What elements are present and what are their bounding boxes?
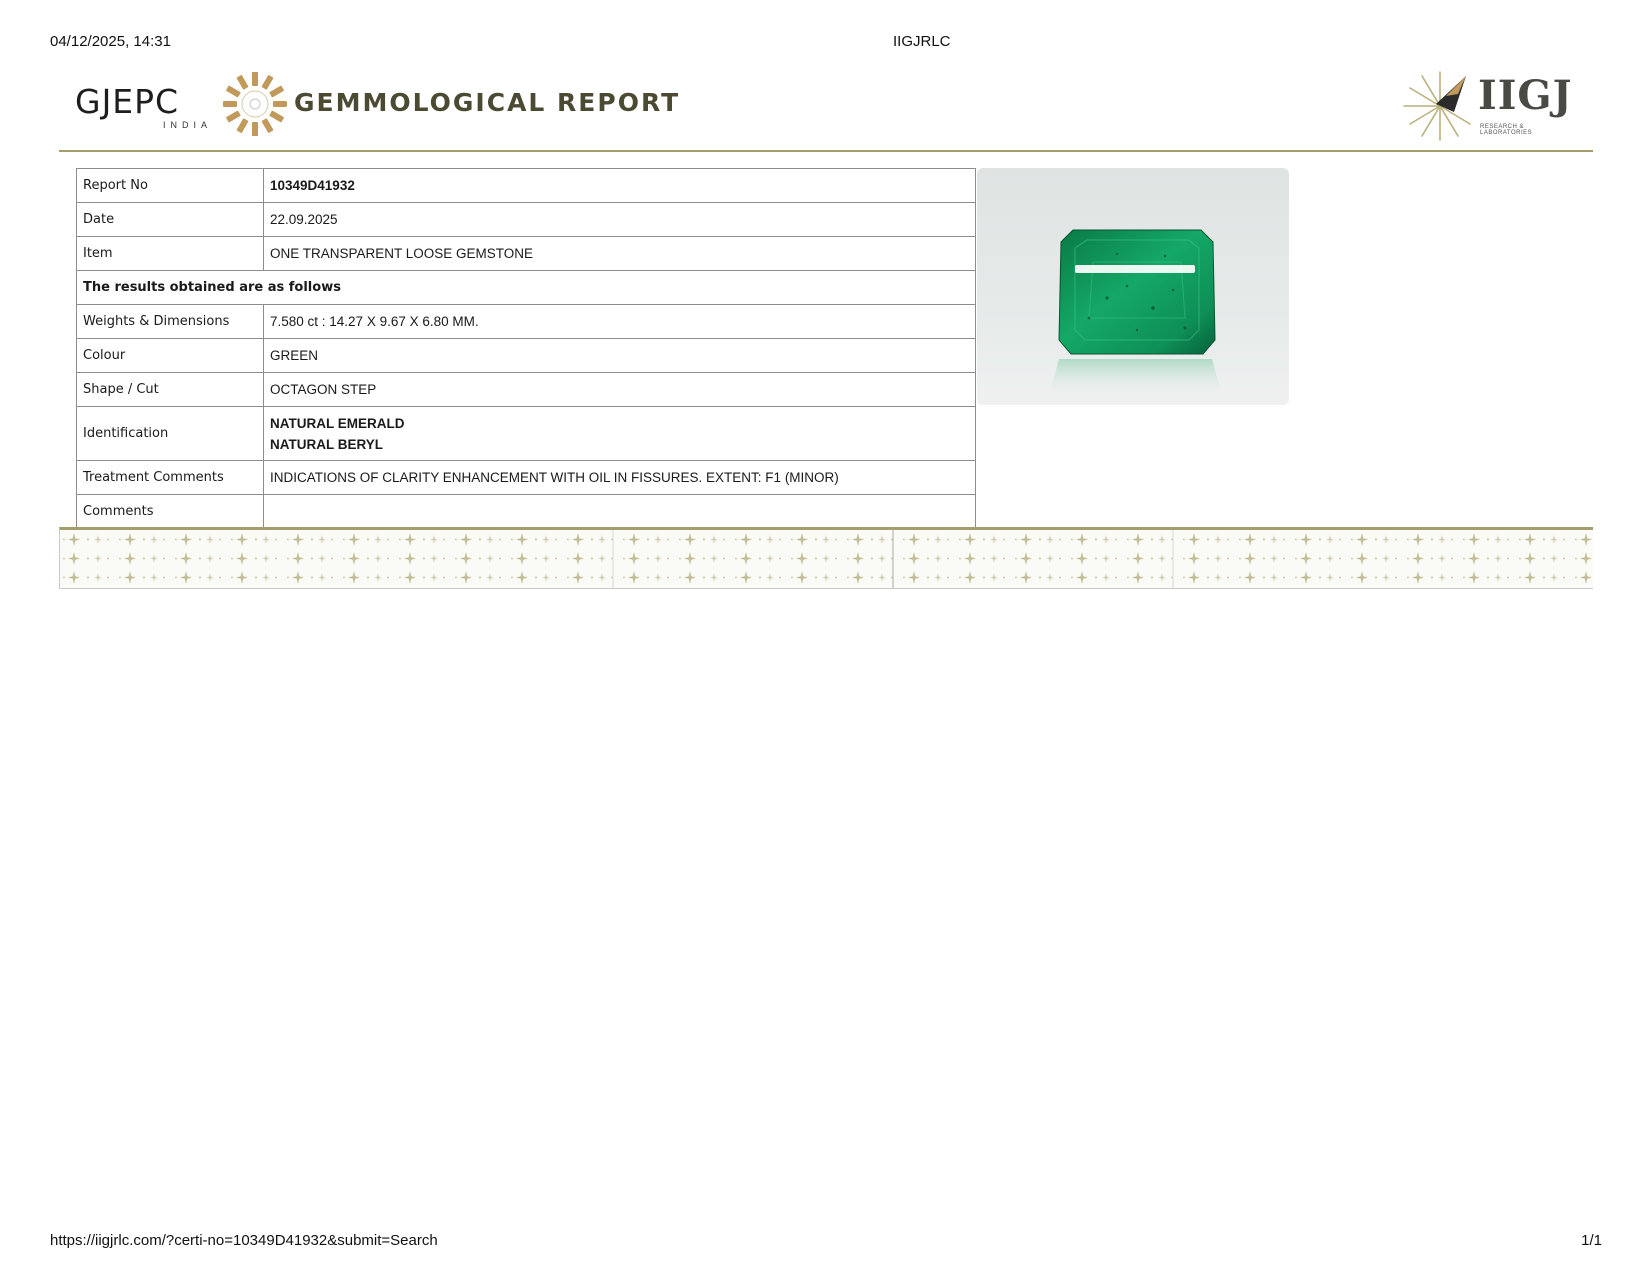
table-row (77, 305, 976, 339)
letterhead (59, 62, 1593, 152)
identification-value (264, 407, 976, 461)
table-row (77, 169, 976, 203)
gjepc-sunburst-icon (221, 70, 289, 138)
table-row (77, 407, 976, 461)
treatment-value: INDICATIONS OF CLARITY ENHANCEMENT WITH OIL IN FISSURES. EXTENT: F1 (MINOR) (264, 461, 976, 495)
shape-label: Shape / Cut (77, 373, 264, 407)
table-row (77, 461, 976, 495)
identification-line: NATURAL EMERALD (270, 415, 405, 431)
gjepc-logo-subtext: INDIA (163, 120, 213, 130)
identification-label: Identification (77, 407, 264, 461)
emerald-gem-image (977, 168, 1289, 405)
date-value: 22.09.2025 (264, 203, 976, 237)
iigj-logo-subtext: RESEARCH & LABORATORIES (1480, 124, 1533, 136)
iigj-logo (1400, 66, 1575, 142)
report-table (76, 168, 976, 529)
gjepc-logo (75, 70, 285, 140)
print-datetime: 04/12/2025, 14:31 (50, 33, 171, 50)
comments-label: Comments (77, 495, 264, 529)
star-pattern-decoration (60, 530, 1593, 588)
identification-line: NATURAL BERYL (270, 436, 383, 452)
table-row (77, 203, 976, 237)
gemstone-photo (977, 168, 1289, 405)
iigj-logo-text: IIGJ (1478, 72, 1573, 119)
table-row (77, 373, 976, 407)
table-row (77, 271, 976, 305)
table-row (77, 495, 976, 529)
decorative-pattern-band (59, 527, 1593, 589)
report-no-label: Report No (77, 169, 264, 203)
table-row (77, 339, 976, 373)
item-label: Item (77, 237, 264, 271)
table-row (77, 237, 976, 271)
weights-label: Weights & Dimensions (77, 305, 264, 339)
iigj-starburst-icon (1400, 66, 1480, 142)
print-url[interactable]: https://iigjrlc.com/?certi-no=10349D41932&submit=Search (50, 1232, 438, 1249)
results-heading: The results obtained are as follows (77, 271, 976, 305)
weights-value: 7.580 ct : 14.27 X 9.67 X 6.80 MM. (264, 305, 976, 339)
report-no-value: 10349D41932 (264, 169, 976, 203)
shape-value: OCTAGON STEP (264, 373, 976, 407)
print-page-title: IIGJRLC (893, 33, 951, 50)
colour-label: Colour (77, 339, 264, 373)
date-label: Date (77, 203, 264, 237)
item-value: ONE TRANSPARENT LOOSE GEMSTONE (264, 237, 976, 271)
gjepc-logo-text: GJEPC (75, 82, 180, 121)
print-page-count: 1/1 (1581, 1232, 1602, 1249)
comments-value (264, 495, 976, 529)
colour-value: GREEN (264, 339, 976, 373)
report-title: GEMMOLOGICAL REPORT (294, 88, 681, 117)
treatment-label: Treatment Comments (77, 461, 264, 495)
